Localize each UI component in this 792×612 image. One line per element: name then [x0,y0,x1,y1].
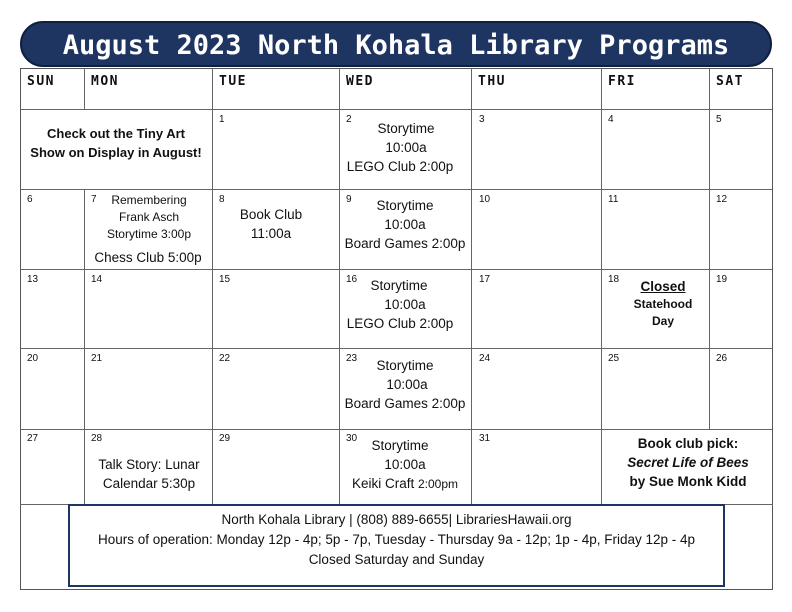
grid-line [20,429,773,430]
event-book-club [226,205,316,243]
event-text: 2:00pm [418,477,459,491]
library-contact: North Kohala Library | (808) 889-6655| LibrariesHawaii.org [221,512,572,527]
date-number: 17 [479,274,491,285]
event-text: Storytime 3:00p [106,227,192,241]
book-club-pick [602,434,774,491]
event-text: 10:00a [386,377,428,392]
tiny-art-note [22,124,210,162]
event-text: Storytime [371,438,429,453]
grid-line [84,68,85,110]
event-text: 10:00a [385,140,427,155]
event-text: Board Games 2:00p [344,396,466,411]
date-number: 20 [27,353,39,364]
event-text: Secret Life of Bees [627,455,749,470]
event-text: LEGO Club 2:00p [346,159,454,174]
event-text: Book club pick: [637,436,739,451]
grid-line [20,269,773,270]
event-text: Storytime [377,121,435,136]
date-number: 8 [219,194,225,205]
grid-line [20,189,773,190]
date-number: 23 [346,353,358,364]
event-keiki-craft [338,474,472,494]
page-title: August 2023 North Kohala Library Programs [62,30,730,61]
grid-line [709,68,710,430]
event-text: Storytime [376,358,434,373]
event-text: 11:00a [250,226,292,241]
event-text: 10:00a [384,297,426,312]
date-number: 21 [91,353,103,364]
date-number: 3 [479,114,485,125]
event-text: Talk Story: Lunar [98,457,200,472]
event-storytime [338,356,472,413]
event-text: Day [651,314,674,328]
library-hours: Hours of operation: Monday 12p - 4p; 5p - 7p, Tuesday - Thursday 9a - 12p; 1p - 4p, Friday 12p - 4p [97,532,696,547]
grid-line [20,109,773,110]
event-text: Storytime [376,198,434,213]
event-text: LEGO Club 2:00p [346,316,454,331]
date-number: 18 [608,274,620,285]
event-remembering [90,192,208,243]
event-talk-story [86,455,212,493]
event-chess-club: Chess Club 5:00p [94,250,202,265]
date-number: 14 [91,274,103,285]
library-closed-days: Closed Saturday and Sunday [308,552,485,567]
grid-line [212,68,213,504]
day-header-thu: THU [478,74,506,89]
day-header-fri: FRI [608,74,636,89]
event-closed: Closed [640,279,686,294]
event-text: Board Games 2:00p [344,236,466,251]
event-text: by Sue Monk Kidd [629,474,747,489]
date-number: 26 [716,353,728,364]
event-storytime [340,119,470,176]
event-storytime [338,196,472,253]
date-number: 5 [716,114,722,125]
date-number: 12 [716,194,728,205]
event-text: Storytime [370,278,428,293]
event-statehood-day [620,296,706,330]
library-info-box [68,504,725,587]
day-header-tue: TUE [219,74,247,89]
event-text: Book Club [239,207,303,222]
date-number: 6 [27,194,33,205]
event-text: Frank Asch [118,210,180,224]
day-header-wed: WED [346,74,374,89]
date-number: 29 [219,433,231,444]
date-number: 19 [716,274,728,285]
event-text: Keiki Craft [351,476,415,491]
event-text: 10:00a [384,217,426,232]
event-text: Statehood [633,297,693,311]
date-number: 9 [346,194,352,205]
date-number: 22 [219,353,231,364]
date-number: 16 [346,274,358,285]
date-number: 13 [27,274,39,285]
date-number: 25 [608,353,620,364]
date-number: 27 [27,433,39,444]
date-number: 10 [479,194,491,205]
grid-line [20,348,773,349]
event-text: Remembering [111,193,187,207]
date-number: 7 [91,194,97,205]
event-text: 10:00a [384,457,426,472]
grid-line [84,189,85,504]
date-number: 2 [346,114,352,125]
title-banner [20,21,772,67]
event-storytime [340,276,470,333]
day-header-mon: MON [91,74,119,89]
date-number: 28 [91,433,103,444]
date-number: 30 [346,433,358,444]
date-number: 24 [479,353,491,364]
date-number: 31 [479,433,491,444]
date-number: 15 [219,274,231,285]
date-number: 1 [219,114,225,125]
tiny-art-line: Check out the Tiny Art [47,126,185,141]
event-storytime [338,436,472,494]
event-text: Calendar 5:30p [102,476,196,491]
day-header-sat: SAT [716,74,744,89]
tiny-art-line: Show on Display in August! [30,145,202,160]
date-number: 11 [608,194,619,205]
day-header-sun: SUN [27,74,55,89]
date-number: 4 [608,114,614,125]
